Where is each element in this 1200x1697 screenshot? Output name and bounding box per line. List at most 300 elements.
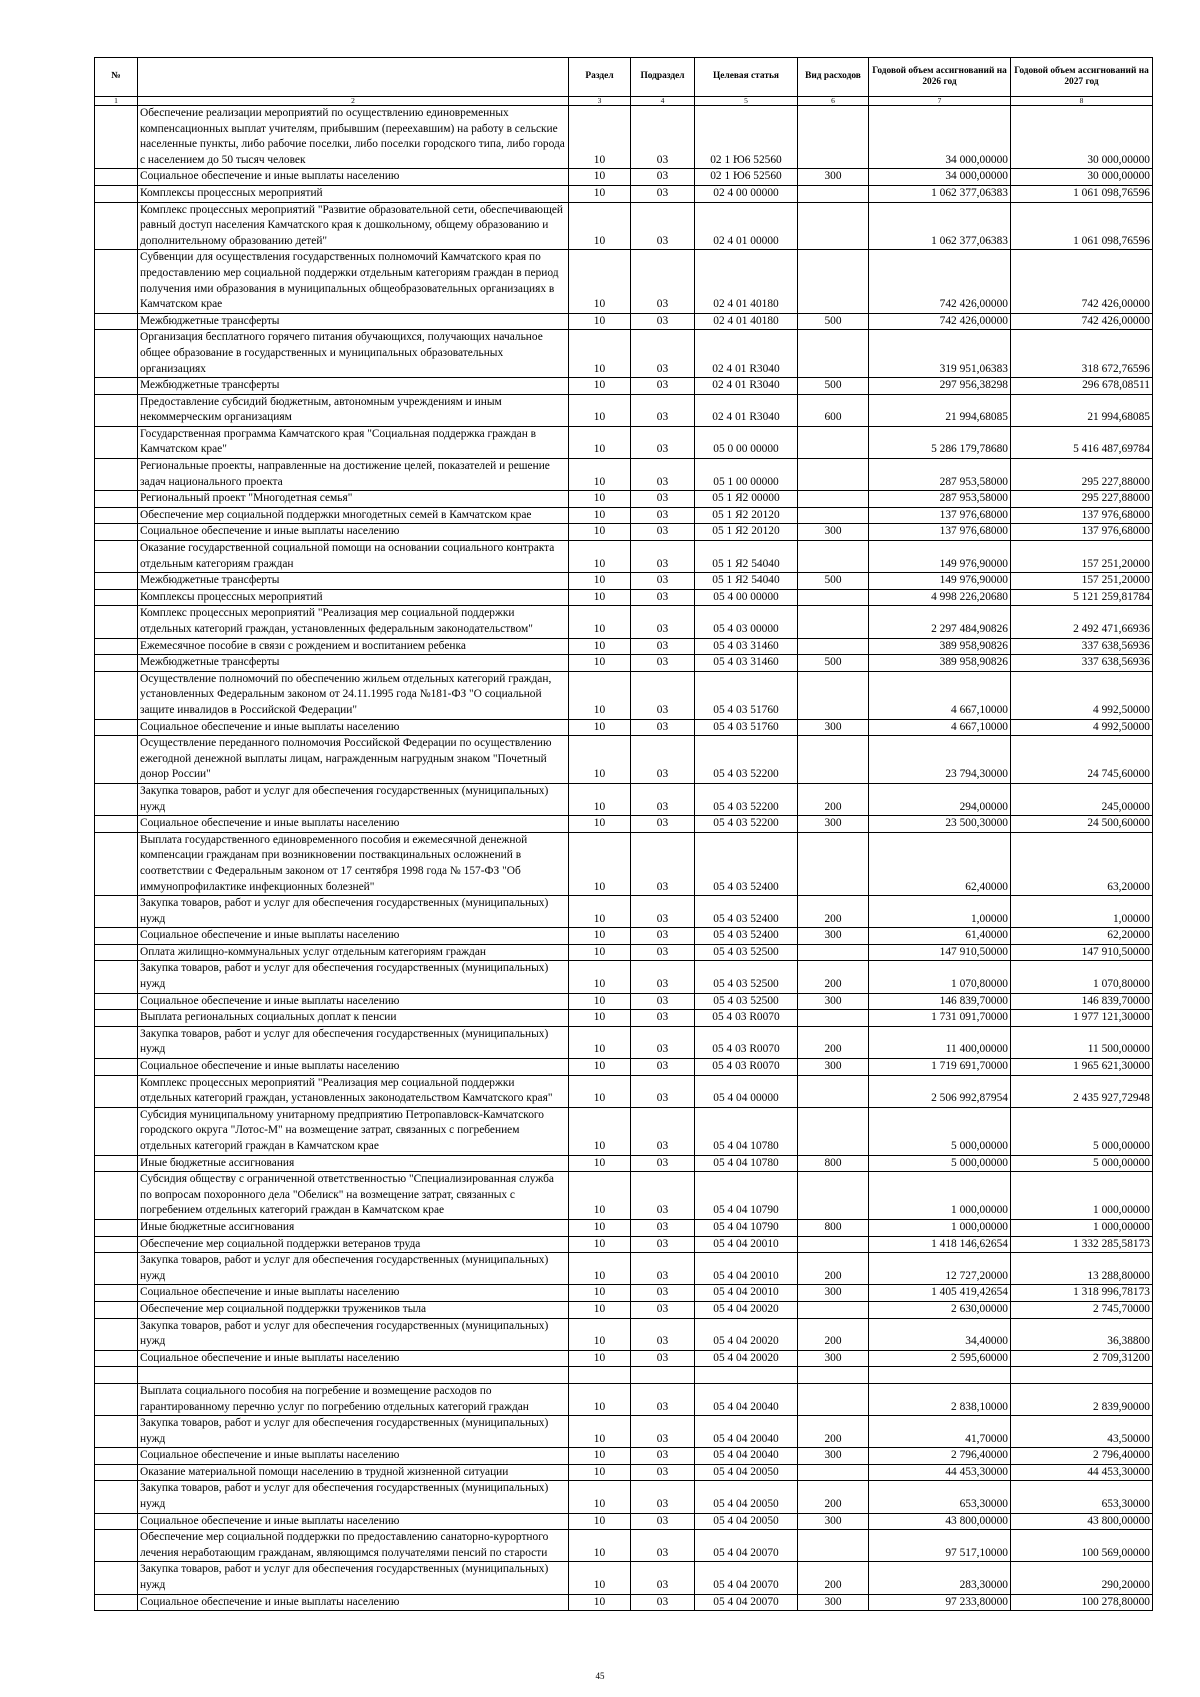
row-number-cell — [95, 1530, 138, 1562]
row-razdel-cell: 10 — [569, 1059, 631, 1076]
row-name-cell: Закупка товаров, работ и услуг для обеспечения государственных (муниципальных) нужд — [138, 1416, 569, 1448]
row-amount-2026-cell: 297 956,38298 — [869, 378, 1011, 395]
row-amount-2026-cell: 389 958,90826 — [869, 638, 1011, 655]
row-podrazdel-cell: 03 — [631, 1464, 695, 1481]
row-razdel-cell: 10 — [569, 185, 631, 202]
row-number-cell — [95, 507, 138, 524]
row-amount-2026-cell: 4 667,10000 — [869, 671, 1011, 719]
row-podrazdel-cell: 03 — [631, 169, 695, 186]
row-amount-2026-cell: 742 426,00000 — [869, 250, 1011, 313]
row-target-cell: 05 4 03 52400 — [695, 896, 798, 928]
row-vid-cell — [798, 1172, 869, 1220]
row-target-cell: 05 1 Я2 54040 — [695, 573, 798, 590]
row-vid-cell — [798, 638, 869, 655]
row-name-cell: Иные бюджетные ассигнования — [138, 1219, 569, 1236]
row-name-cell: Комплекс процессных мероприятий "Реализация мер социальной поддержки отдельных категорий граждан, установленных федеральным законодательством" — [138, 606, 569, 638]
row-amount-2027-cell: 1,00000 — [1011, 896, 1153, 928]
row-name-cell: Оплата жилищно-коммунальных услуг отдельным категориям граждан — [138, 944, 569, 961]
row-name-cell: Субсидия муниципальному унитарному предприятию Петропавловск-Камчатского городского округа "Лотос-М" на возмещение затрат, связанных с погребением отдельных категорий граждан в Камчатском крае — [138, 1107, 569, 1155]
row-name-cell: Выплата государственного единовременного пособия и ежемесячной денежной компенсации гражданам при возникновении поствакцинальных осложнений в соответствии с Федеральным законом от 17 сентября 1998 года № 157-ФЗ "Об иммунопрофилактике инфекционных болезней" — [138, 832, 569, 895]
spacer-cell — [695, 1367, 798, 1384]
row-amount-2027-cell: 100 278,80000 — [1011, 1594, 1153, 1611]
table-row — [95, 313, 1153, 330]
row-amount-2026-cell: 1 000,00000 — [869, 1219, 1011, 1236]
row-podrazdel-cell: 03 — [631, 507, 695, 524]
row-amount-2026-cell: 287 953,58000 — [869, 491, 1011, 508]
row-amount-2026-cell: 61,40000 — [869, 928, 1011, 945]
row-number-cell — [95, 1562, 138, 1594]
row-target-cell: 05 4 04 20010 — [695, 1253, 798, 1285]
column-number: 7 — [869, 97, 1011, 106]
row-amount-2026-cell: 44 453,30000 — [869, 1464, 1011, 1481]
row-vid-cell — [798, 1530, 869, 1562]
row-name-cell: Обеспечение мер социальной поддержки многодетных семей в Камчатском крае — [138, 507, 569, 524]
row-name-cell: Социальное обеспечение и иные выплаты населению — [138, 816, 569, 833]
row-amount-2026-cell: 149 976,90000 — [869, 573, 1011, 590]
row-vid-cell — [798, 507, 869, 524]
row-number-cell — [95, 719, 138, 736]
table-row — [95, 394, 1153, 426]
row-number-cell — [95, 459, 138, 491]
row-target-cell: 05 4 03 52500 — [695, 944, 798, 961]
table-row — [95, 816, 1153, 833]
row-vid-cell: 300 — [798, 993, 869, 1010]
row-amount-2027-cell: 295 227,88000 — [1011, 491, 1153, 508]
row-vid-cell — [798, 736, 869, 784]
row-target-cell: 05 4 03 52200 — [695, 783, 798, 815]
row-target-cell: 05 4 04 20050 — [695, 1513, 798, 1530]
row-amount-2027-cell: 1 318 996,78173 — [1011, 1285, 1153, 1302]
row-vid-cell — [798, 459, 869, 491]
table-row — [95, 896, 1153, 928]
row-razdel-cell: 10 — [569, 378, 631, 395]
row-razdel-cell: 10 — [569, 1107, 631, 1155]
row-name-cell: Социальное обеспечение и иные выплаты населению — [138, 928, 569, 945]
row-amount-2027-cell: 157 251,20000 — [1011, 573, 1153, 590]
row-amount-2027-cell: 2 745,70000 — [1011, 1301, 1153, 1318]
row-amount-2027-cell: 43 800,00000 — [1011, 1513, 1153, 1530]
row-podrazdel-cell: 03 — [631, 928, 695, 945]
table-row — [95, 1075, 1153, 1107]
row-name-cell: Осуществление переданного полномочия Российской Федерации по осуществлению ежегодной денежной выплаты лицам, награжденным нагрудным знаком "Почетный донор России" — [138, 736, 569, 784]
row-amount-2027-cell: 5 121 259,81784 — [1011, 589, 1153, 606]
row-razdel-cell: 10 — [569, 1253, 631, 1285]
row-target-cell: 05 4 04 20010 — [695, 1236, 798, 1253]
row-number-cell — [95, 1594, 138, 1611]
row-razdel-cell: 10 — [569, 1075, 631, 1107]
row-podrazdel-cell: 03 — [631, 1172, 695, 1220]
row-target-cell: 05 4 03 00000 — [695, 606, 798, 638]
row-amount-2027-cell: 742 426,00000 — [1011, 250, 1153, 313]
row-name-cell: Субсидия обществу с ограниченной ответственностью "Специализированная служба по вопросам похоронного дела "Обелиск" на возмещение затрат, связанных с погребением отдельных категорий граждан в Камчатском крае — [138, 1172, 569, 1220]
row-podrazdel-cell: 03 — [631, 1481, 695, 1513]
row-podrazdel-cell: 03 — [631, 1416, 695, 1448]
row-razdel-cell: 10 — [569, 961, 631, 993]
row-vid-cell — [798, 1383, 869, 1415]
row-razdel-cell: 10 — [569, 491, 631, 508]
row-target-cell: 02 4 01 40180 — [695, 250, 798, 313]
row-target-cell: 05 4 03 R0070 — [695, 1026, 798, 1058]
row-podrazdel-cell: 03 — [631, 378, 695, 395]
row-podrazdel-cell: 03 — [631, 1318, 695, 1350]
row-razdel-cell: 10 — [569, 896, 631, 928]
row-target-cell: 05 4 00 00000 — [695, 589, 798, 606]
row-vid-cell: 200 — [798, 1416, 869, 1448]
row-number-cell — [95, 524, 138, 541]
row-amount-2026-cell: 319 951,06383 — [869, 330, 1011, 378]
row-number-cell — [95, 1107, 138, 1155]
row-podrazdel-cell: 03 — [631, 671, 695, 719]
row-podrazdel-cell: 03 — [631, 202, 695, 250]
row-amount-2027-cell: 1 070,80000 — [1011, 961, 1153, 993]
table-row — [95, 1530, 1153, 1562]
row-vid-cell: 300 — [798, 524, 869, 541]
row-podrazdel-cell: 03 — [631, 896, 695, 928]
row-number-cell — [95, 202, 138, 250]
row-name-cell: Комплекс процессных мероприятий "Реализация мер социальной поддержки отдельных категорий граждан, установленных законодательством Камчатского края" — [138, 1075, 569, 1107]
row-amount-2027-cell: 24 500,60000 — [1011, 816, 1153, 833]
row-podrazdel-cell: 03 — [631, 961, 695, 993]
row-amount-2027-cell: 1 332 285,58173 — [1011, 1236, 1153, 1253]
table-row — [95, 589, 1153, 606]
row-target-cell: 05 4 04 20050 — [695, 1481, 798, 1513]
row-amount-2027-cell: 1 977 121,30000 — [1011, 1010, 1153, 1027]
row-name-cell: Выплата социального пособия на погребение и возмещение расходов по гарантированному перечню услуг по погребению отдельных категорий граждан — [138, 1383, 569, 1415]
row-vid-cell — [798, 541, 869, 573]
row-amount-2027-cell: 147 910,50000 — [1011, 944, 1153, 961]
spacer-cell — [798, 1367, 869, 1384]
table-row — [95, 928, 1153, 945]
row-amount-2026-cell: 2 838,10000 — [869, 1383, 1011, 1415]
row-razdel-cell: 10 — [569, 524, 631, 541]
row-name-cell: Межбюджетные трансферты — [138, 313, 569, 330]
row-razdel-cell: 10 — [569, 1026, 631, 1058]
row-razdel-cell: 10 — [569, 1530, 631, 1562]
row-target-cell: 05 4 03 52500 — [695, 961, 798, 993]
row-razdel-cell: 10 — [569, 1416, 631, 1448]
row-vid-cell — [798, 1236, 869, 1253]
row-podrazdel-cell: 03 — [631, 1350, 695, 1367]
spacer-cell — [95, 1367, 138, 1384]
row-podrazdel-cell: 03 — [631, 736, 695, 784]
row-podrazdel-cell: 03 — [631, 606, 695, 638]
row-podrazdel-cell: 03 — [631, 426, 695, 458]
table-row — [95, 1383, 1153, 1415]
row-vid-cell: 200 — [798, 783, 869, 815]
row-target-cell: 05 4 04 20070 — [695, 1562, 798, 1594]
row-amount-2027-cell: 62,20000 — [1011, 928, 1153, 945]
row-razdel-cell: 10 — [569, 816, 631, 833]
row-name-cell: Межбюджетные трансферты — [138, 655, 569, 672]
table-row — [95, 1416, 1153, 1448]
header-razdel: Раздел — [569, 58, 631, 97]
row-razdel-cell: 10 — [569, 736, 631, 784]
row-vid-cell: 300 — [798, 1350, 869, 1367]
row-target-cell: 05 4 03 31460 — [695, 655, 798, 672]
table-row — [95, 655, 1153, 672]
row-amount-2027-cell: 1 000,00000 — [1011, 1219, 1153, 1236]
row-razdel-cell: 10 — [569, 719, 631, 736]
row-target-cell: 05 4 04 10790 — [695, 1172, 798, 1220]
row-target-cell: 05 4 04 10780 — [695, 1155, 798, 1172]
row-amount-2026-cell: 137 976,68000 — [869, 524, 1011, 541]
table-row — [95, 330, 1153, 378]
row-target-cell: 05 1 Я2 20120 — [695, 507, 798, 524]
row-amount-2026-cell: 23 794,30000 — [869, 736, 1011, 784]
row-amount-2027-cell: 137 976,68000 — [1011, 524, 1153, 541]
table-row — [95, 719, 1153, 736]
row-number-cell — [95, 169, 138, 186]
row-razdel-cell: 10 — [569, 1010, 631, 1027]
row-amount-2026-cell: 2 630,00000 — [869, 1301, 1011, 1318]
row-number-cell — [95, 671, 138, 719]
row-podrazdel-cell: 03 — [631, 250, 695, 313]
row-number-cell — [95, 896, 138, 928]
column-number: 6 — [798, 97, 869, 106]
row-amount-2026-cell: 4 998 226,20680 — [869, 589, 1011, 606]
row-target-cell: 05 4 03 52400 — [695, 928, 798, 945]
row-name-cell: Закупка товаров, работ и услуг для обеспечения государственных (муниципальных) нужд — [138, 1562, 569, 1594]
row-podrazdel-cell: 03 — [631, 1383, 695, 1415]
row-number-cell — [95, 1236, 138, 1253]
table-row — [95, 202, 1153, 250]
column-number: 1 — [95, 97, 138, 106]
spacer-cell — [631, 1367, 695, 1384]
row-name-cell: Закупка товаров, работ и услуг для обеспечения государственных (муниципальных) нужд — [138, 783, 569, 815]
row-amount-2027-cell: 296 678,08511 — [1011, 378, 1153, 395]
row-podrazdel-cell: 03 — [631, 1010, 695, 1027]
row-vid-cell: 200 — [798, 961, 869, 993]
row-target-cell: 02 4 00 00000 — [695, 185, 798, 202]
table-row — [95, 459, 1153, 491]
row-amount-2026-cell: 2 595,60000 — [869, 1350, 1011, 1367]
row-amount-2026-cell: 389 958,90826 — [869, 655, 1011, 672]
row-target-cell: 05 4 04 00000 — [695, 1075, 798, 1107]
row-razdel-cell: 10 — [569, 1513, 631, 1530]
row-podrazdel-cell: 03 — [631, 993, 695, 1010]
row-target-cell: 05 4 03 52200 — [695, 736, 798, 784]
table-row — [95, 1350, 1153, 1367]
row-target-cell: 02 4 01 00000 — [695, 202, 798, 250]
table-row — [95, 1513, 1153, 1530]
row-razdel-cell: 10 — [569, 671, 631, 719]
row-name-cell: Межбюджетные трансферты — [138, 573, 569, 590]
row-number-cell — [95, 573, 138, 590]
row-name-cell: Предоставление субсидий бюджетным, автономным учреждениям и иным некоммерческим организациям — [138, 394, 569, 426]
row-razdel-cell: 10 — [569, 541, 631, 573]
table-row — [95, 783, 1153, 815]
table-row — [95, 1594, 1153, 1611]
table-row — [95, 250, 1153, 313]
row-razdel-cell: 10 — [569, 1301, 631, 1318]
table-row — [95, 573, 1153, 590]
row-vid-cell — [798, 1107, 869, 1155]
row-target-cell: 05 0 00 00000 — [695, 426, 798, 458]
row-amount-2026-cell: 149 976,90000 — [869, 541, 1011, 573]
row-amount-2026-cell: 23 500,30000 — [869, 816, 1011, 833]
table-row — [95, 1107, 1153, 1155]
row-razdel-cell: 10 — [569, 783, 631, 815]
row-amount-2026-cell: 1 000,00000 — [869, 1172, 1011, 1220]
row-number-cell — [95, 1172, 138, 1220]
row-number-cell — [95, 426, 138, 458]
row-name-cell: Социальное обеспечение и иные выплаты населению — [138, 524, 569, 541]
table-row — [95, 1026, 1153, 1058]
row-target-cell: 05 1 Я2 54040 — [695, 541, 798, 573]
row-target-cell: 05 4 04 20020 — [695, 1301, 798, 1318]
row-name-cell: Обеспечение мер социальной поддержки тружеников тыла — [138, 1301, 569, 1318]
row-name-cell: Социальное обеспечение и иные выплаты населению — [138, 993, 569, 1010]
row-amount-2026-cell: 41,70000 — [869, 1416, 1011, 1448]
row-amount-2026-cell: 1 062 377,06383 — [869, 185, 1011, 202]
row-podrazdel-cell: 03 — [631, 1301, 695, 1318]
row-amount-2027-cell: 1 061 098,76596 — [1011, 202, 1153, 250]
row-podrazdel-cell: 03 — [631, 541, 695, 573]
row-target-cell: 05 1 Я2 20120 — [695, 524, 798, 541]
row-amount-2027-cell: 30 000,00000 — [1011, 106, 1153, 169]
row-podrazdel-cell: 03 — [631, 1594, 695, 1611]
row-razdel-cell: 10 — [569, 202, 631, 250]
header-2026: Годовой объем ассигнований на 2026 год — [869, 58, 1011, 97]
row-razdel-cell: 10 — [569, 1155, 631, 1172]
row-vid-cell: 300 — [798, 719, 869, 736]
row-name-cell: Социальное обеспечение и иные выплаты населению — [138, 1059, 569, 1076]
column-number: 3 — [569, 97, 631, 106]
row-amount-2027-cell: 36,38800 — [1011, 1318, 1153, 1350]
header-num: № — [95, 58, 138, 97]
table-row — [95, 1318, 1153, 1350]
row-amount-2026-cell: 34,40000 — [869, 1318, 1011, 1350]
row-target-cell: 02 4 01 40180 — [695, 313, 798, 330]
row-name-cell: Социальное обеспечение и иные выплаты населению — [138, 169, 569, 186]
row-podrazdel-cell: 03 — [631, 330, 695, 378]
row-amount-2027-cell: 2 709,31200 — [1011, 1350, 1153, 1367]
table-row — [95, 1464, 1153, 1481]
row-number-cell — [95, 1416, 138, 1448]
row-number-cell — [95, 638, 138, 655]
row-podrazdel-cell: 03 — [631, 1236, 695, 1253]
row-razdel-cell: 10 — [569, 313, 631, 330]
row-amount-2026-cell: 34 000,00000 — [869, 106, 1011, 169]
row-vid-cell: 200 — [798, 1253, 869, 1285]
row-name-cell: Организация бесплатного горячего питания обучающихся, получающих начальное общее образование в государственных и муниципальных образовательных организациях — [138, 330, 569, 378]
row-vid-cell: 500 — [798, 378, 869, 395]
row-razdel-cell: 10 — [569, 1285, 631, 1302]
row-vid-cell: 800 — [798, 1219, 869, 1236]
row-amount-2026-cell: 21 994,68085 — [869, 394, 1011, 426]
row-vid-cell — [798, 1301, 869, 1318]
row-podrazdel-cell: 03 — [631, 719, 695, 736]
row-vid-cell: 500 — [798, 655, 869, 672]
row-number-cell — [95, 1026, 138, 1058]
spacer-cell — [569, 1367, 631, 1384]
row-amount-2026-cell: 5 000,00000 — [869, 1107, 1011, 1155]
row-name-cell: Оказание материальной помощи населению в трудной жизненной ситуации — [138, 1464, 569, 1481]
row-vid-cell: 200 — [798, 896, 869, 928]
table-row — [95, 185, 1153, 202]
table-row — [95, 671, 1153, 719]
row-number-cell — [95, 589, 138, 606]
row-number-cell — [95, 1155, 138, 1172]
row-razdel-cell: 10 — [569, 250, 631, 313]
row-razdel-cell: 10 — [569, 1464, 631, 1481]
row-amount-2026-cell: 2 297 484,90826 — [869, 606, 1011, 638]
row-vid-cell — [798, 426, 869, 458]
row-target-cell: 05 1 Я2 00000 — [695, 491, 798, 508]
row-vid-cell — [798, 185, 869, 202]
row-amount-2026-cell: 1 062 377,06383 — [869, 202, 1011, 250]
row-target-cell: 05 4 04 20020 — [695, 1318, 798, 1350]
row-target-cell: 02 4 01 R3040 — [695, 330, 798, 378]
row-amount-2027-cell: 2 839,90000 — [1011, 1383, 1153, 1415]
row-vid-cell: 300 — [798, 1448, 869, 1465]
table-row — [95, 1301, 1153, 1318]
row-vid-cell: 200 — [798, 1318, 869, 1350]
row-razdel-cell: 10 — [569, 330, 631, 378]
row-number-cell — [95, 541, 138, 573]
row-podrazdel-cell: 03 — [631, 1530, 695, 1562]
row-number-cell — [95, 961, 138, 993]
row-vid-cell: 300 — [798, 928, 869, 945]
row-razdel-cell: 10 — [569, 459, 631, 491]
row-razdel-cell: 10 — [569, 606, 631, 638]
row-podrazdel-cell: 03 — [631, 1155, 695, 1172]
row-vid-cell: 600 — [798, 394, 869, 426]
row-number-cell — [95, 1010, 138, 1027]
row-number-cell — [95, 330, 138, 378]
row-name-cell: Региональные проекты, направленные на достижение целей, показателей и решение задач национального проекта — [138, 459, 569, 491]
row-podrazdel-cell: 03 — [631, 394, 695, 426]
row-number-cell — [95, 1481, 138, 1513]
row-amount-2027-cell: 337 638,56936 — [1011, 655, 1153, 672]
row-podrazdel-cell: 03 — [631, 459, 695, 491]
row-name-cell: Закупка товаров, работ и услуг для обеспечения государственных (муниципальных) нужд — [138, 1318, 569, 1350]
table-row — [95, 169, 1153, 186]
row-amount-2026-cell: 1 405 419,42654 — [869, 1285, 1011, 1302]
row-target-cell: 05 4 04 20070 — [695, 1594, 798, 1611]
row-name-cell: Социальное обеспечение и иные выплаты населению — [138, 719, 569, 736]
row-vid-cell — [798, 1010, 869, 1027]
row-name-cell: Иные бюджетные ассигнования — [138, 1155, 569, 1172]
row-name-cell: Региональный проект "Многодетная семья" — [138, 491, 569, 508]
row-amount-2027-cell: 137 976,68000 — [1011, 507, 1153, 524]
row-number-cell — [95, 736, 138, 784]
column-number: 8 — [1011, 97, 1153, 106]
row-amount-2027-cell: 5 416 487,69784 — [1011, 426, 1153, 458]
row-razdel-cell: 10 — [569, 1562, 631, 1594]
table-row — [95, 106, 1153, 169]
row-amount-2026-cell: 4 667,10000 — [869, 719, 1011, 736]
row-razdel-cell: 10 — [569, 1594, 631, 1611]
row-podrazdel-cell: 03 — [631, 491, 695, 508]
row-amount-2026-cell: 283,30000 — [869, 1562, 1011, 1594]
row-razdel-cell: 10 — [569, 573, 631, 590]
row-podrazdel-cell: 03 — [631, 524, 695, 541]
table-row — [95, 524, 1153, 541]
row-razdel-cell: 10 — [569, 426, 631, 458]
row-vid-cell: 500 — [798, 573, 869, 590]
row-podrazdel-cell: 03 — [631, 783, 695, 815]
row-target-cell: 02 4 01 R3040 — [695, 378, 798, 395]
row-amount-2027-cell: 4 992,50000 — [1011, 671, 1153, 719]
row-amount-2026-cell: 1 070,80000 — [869, 961, 1011, 993]
row-vid-cell — [798, 944, 869, 961]
row-target-cell: 05 4 04 20050 — [695, 1464, 798, 1481]
row-vid-cell — [798, 330, 869, 378]
row-number-cell — [95, 655, 138, 672]
row-podrazdel-cell: 03 — [631, 573, 695, 590]
table-row — [95, 1219, 1153, 1236]
